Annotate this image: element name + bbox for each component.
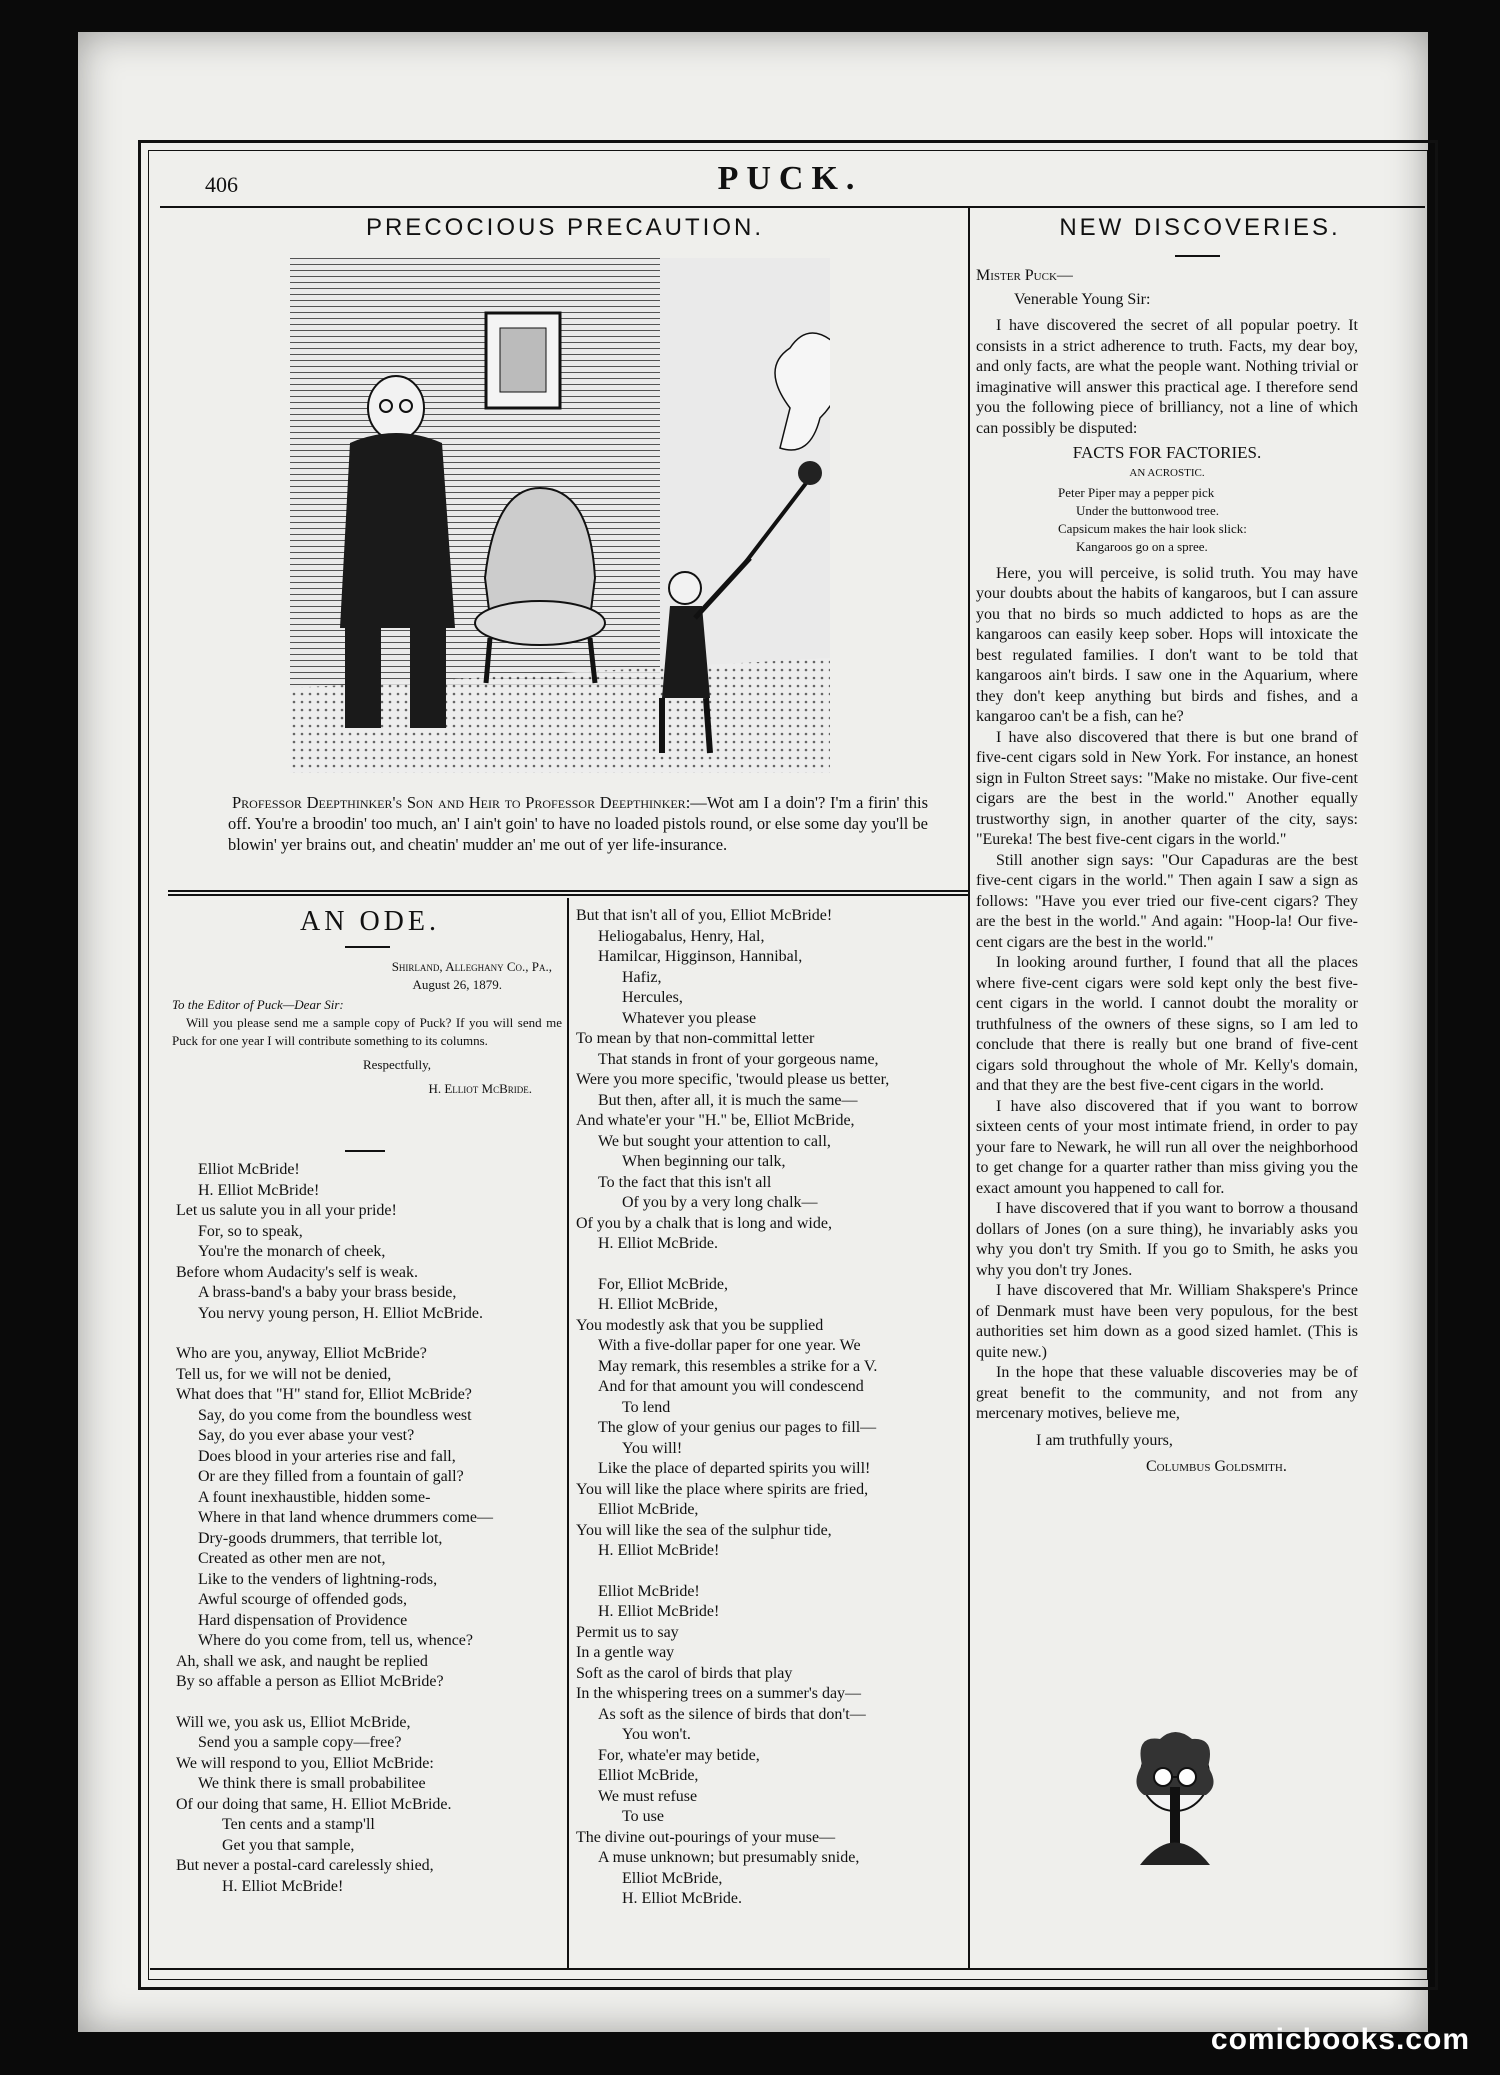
page-bottom-rule — [150, 1968, 1430, 1970]
poem-line: Will we, you ask us, Elliot McBride, — [176, 1713, 411, 1731]
watermark: comicbooks.com — [1210, 2023, 1470, 2056]
poem-line: May remark, this resembles a strike for a V. — [598, 1357, 878, 1375]
poem-line: To lend — [622, 1398, 671, 1416]
poem-line: The divine out-pourings of your muse— — [576, 1828, 836, 1846]
poem-line: Say, do you ever abase your vest? — [198, 1427, 415, 1444]
poem-line: H. Elliot McBride. — [598, 1235, 718, 1252]
poem-line: Hercules, — [622, 989, 683, 1006]
acrostic-poem — [1058, 484, 1358, 556]
poem-line: But then, after all, it is much the same— — [598, 1091, 858, 1109]
discoveries-paragraph-1: I have discovered the secret of all popular poetry. It consists in a strict adherence to truth. Facts, my dear boy, and only facts, are what the people want. Nothing trivial or imaginative will answer this practical age. I therefore send you the following piece of brilliancy, not a line of which can possibly be disputed: — [976, 317, 1358, 437]
discoveries-body — [976, 266, 1358, 1478]
poem-line: Hamilcar, Higginson, Hannibal, — [598, 948, 803, 965]
poem-line: A brass-band's a baby your brass beside, — [198, 1284, 457, 1301]
ode-letter-closing: Respectfully, — [362, 1057, 432, 1072]
ode-poem-left — [176, 1160, 566, 1897]
poem-line: Ten cents and a stamp'll — [222, 1816, 375, 1833]
discoveries-paragraph-9: In the hope that these valuable discoveries may be of great benefit to the community, and not from any mercenary motives, believe me, — [976, 1364, 1358, 1422]
discoveries-title-rule — [1175, 255, 1220, 257]
poem-line: H. Elliot McBride! — [598, 1603, 720, 1620]
poem-line: That stands in front of your gorgeous name, — [598, 1050, 879, 1068]
author-portrait-vignette — [1120, 1725, 1230, 1875]
poem-line: With a five-dollar paper for one year. We — [598, 1337, 861, 1354]
poem-line: Awful scourge of offended gods, — [198, 1591, 408, 1608]
discoveries-paragraph-4: Still another sign says: "Our Capaduras are the best five-cent cigars in the world." Then again I saw a sign as follows: "Have you ever tried our five-cent cigars? They are the best in the world." And again: "Hoop-la! Our five-cent cigars are the best in the world." — [976, 851, 1358, 951]
ode-poem-right — [576, 906, 966, 1910]
poem-line: Heliogabalus, Henry, Hal, — [598, 927, 765, 945]
poem-line: H. Elliot McBride! — [222, 1877, 344, 1895]
poem-line: Like to the venders of lightning-rods, — [198, 1570, 438, 1588]
cartoon-illustration — [290, 258, 830, 773]
discoveries-paragraph-7: I have discovered that if you want to borrow a thousand dollars of Jones (on a sure thing), he invariably asks you why you don't try Smith. If you go to Smith, he asks you why you don't try Jones. — [976, 1200, 1358, 1279]
page-header — [160, 152, 1420, 204]
poem-line: A fount inexhaustible, hidden some- — [198, 1488, 431, 1506]
poem-line: Before whom Audacity's self is weak. — [176, 1263, 418, 1281]
cartoon-caption — [228, 792, 928, 855]
cartoon-title: PRECOCIOUS PRECAUTION. — [365, 214, 765, 241]
discoveries-signature: Columbus Goldsmith. — [1146, 1458, 1287, 1475]
poem-line: For, whate'er may betide, — [598, 1746, 760, 1764]
ode-letter-signature: H. Elliot McBride. — [428, 1081, 532, 1096]
ode-title-rule — [345, 946, 390, 948]
ode-title: AN ODE. — [300, 906, 440, 937]
poem-line: We but sought your attention to call, — [598, 1132, 831, 1150]
poem-line: Ah, shall we ask, and naught be replied — [176, 1652, 428, 1670]
stanza-break — [176, 1693, 566, 1713]
cartoon-bottom-rule-2 — [168, 894, 968, 896]
poem-line: You will like the sea of the sulphur tide, — [576, 1521, 832, 1539]
discoveries-paragraph-2: Here, you will perceive, is solid truth. You may have your doubts about the habits of kangaroos, but I can assure you that no birds so much addicted to hops as are the kangaroos can easily keep sober. Hops will intoxicate the best regulated families. I don't want to be told that kangaroos ain't birds. I saw one in the Aquarium, where they don't keep anything but birds and fishes, and a kangaroo can't be a fish, can he? — [976, 564, 1358, 725]
caption-text: —Wot am I a doin'? I'm a firin' this off. You're a broodin' too much, an' I ain't goin' to have no loaded pistols round, or else some day you'll be blowin' yer brains out, and cheatin' mudder an' me out of yer life-insurance. — [228, 793, 928, 854]
poem-line: A muse unknown; but presumably snide, — [598, 1849, 860, 1866]
stanza-break — [576, 1255, 966, 1275]
discoveries-title: NEW DISCOVERIES. — [1059, 214, 1341, 241]
poem-line: Say, do you come from the boundless west — [198, 1406, 472, 1424]
poem-line: By so affable a person as Elliot McBride? — [176, 1673, 444, 1690]
poem-line: What does that "H" stand for, Elliot McBride? — [176, 1386, 472, 1403]
poem-line: And whate'er your "H." be, Elliot McBride, — [576, 1112, 855, 1129]
ode-dateline-1: Shirland, Alleghany Co., Pa., — [391, 959, 552, 974]
poem-line: You won't. — [622, 1726, 691, 1743]
poem-line: Elliot McBride, — [622, 1869, 723, 1887]
poem-line: We think there is small probabilitee — [198, 1775, 426, 1792]
poem-line: To the fact that this isn't all — [598, 1173, 772, 1191]
poem-line: H. Elliot McBride. — [622, 1890, 742, 1907]
poem-line: In a gentle way — [576, 1644, 675, 1661]
poem-line: Were you more specific, 'twould please us better, — [576, 1071, 890, 1088]
poem-line: You nervy young person, H. Elliot McBride. — [198, 1304, 484, 1322]
discoveries-paragraph-8: I have discovered that Mr. William Shakspere's Prince of Denmark must have been very populous, for the best authorities set him down as a good sized hamlet. (This is quite new.) — [976, 1282, 1358, 1361]
poem-line: Where in that land whence drummers come— — [198, 1509, 493, 1526]
poem-line: Send you a sample copy—free? — [198, 1734, 402, 1751]
column-divider — [968, 208, 970, 1968]
ode-dateline-2: August 26, 1879. — [412, 977, 502, 992]
poem-line: Does blood in your arteries rise and fall, — [198, 1447, 456, 1465]
poem-line: In the whispering trees on a summer's day— — [576, 1685, 862, 1702]
poem-line: Dry-goods drummers, that terrible lot, — [198, 1529, 443, 1547]
poem-line: You will like the place where spirits are fried, — [576, 1480, 869, 1498]
ode-column-divider — [567, 898, 569, 1968]
poem-line: H. Elliot McBride, — [598, 1296, 718, 1313]
discoveries-paragraph-3: I have also discovered that there is but one brand of five-cent cigars sold in New York. For instance, an honest sign in Fulton Street says: "Make no mistake. Our five-cent cigars are the best in the world." Another equally trustworthy sign, in another quarter of the city, says: "Eureka! The best five-cent cigars in the world." — [976, 728, 1358, 848]
poem-line: The glow of your genius our pages to fill— — [598, 1419, 877, 1436]
poem-line: Like the place of departed spirits you will! — [598, 1460, 871, 1477]
stanza-break — [176, 1324, 566, 1344]
ode-letter-body: Will you please send me a sample copy of Puck? If you will send me Puck for one year I will contribute something to its columns. — [172, 1015, 562, 1048]
poem-line: Get you that sample, — [222, 1836, 355, 1854]
acrostic-title: FACTS FOR FACTORIES. — [1072, 443, 1262, 462]
poem-line: Of you by a very long chalk— — [622, 1194, 818, 1211]
acrostic-line: Peter Piper may a pepper pick — [1058, 484, 1215, 500]
poem-line: But that isn't all of you, Elliot McBride! — [576, 907, 833, 924]
poem-line: Elliot McBride! — [598, 1582, 700, 1600]
ode-letter — [172, 958, 562, 1098]
poem-line: H. Elliot McBride! — [598, 1542, 720, 1559]
poem-line: We will respond to you, Elliot McBride: — [176, 1754, 434, 1772]
discoveries-paragraph-5: In looking around further, I found that all the places where five-cent cigars were sold kept only the best five-cent cigars in the world. I cannot doubt the morality or truthfulness of the owners of these signs, so I am led to conclude that there is really but one brand of five-cent cigars sold throughout the whole of Mr. Kelly's domain, and that they are the best five-cent cigars in the world. — [976, 954, 1358, 1094]
poem-line: Created as other men are not, — [198, 1550, 386, 1567]
caption-speaker: Professor Deepthinker's Son and Heir to Professor Deepthinker: — [232, 793, 691, 812]
poem-line: To mean by that non-committal letter — [576, 1030, 815, 1047]
poem-line: Soft as the carol of birds that play — [576, 1664, 793, 1682]
ode-letter-rule — [345, 1150, 385, 1152]
acrostic-line: Kangaroos go on a spree. — [1076, 538, 1208, 554]
poem-line: Who are you, anyway, Elliot McBride? — [176, 1345, 427, 1362]
poem-line: Hafiz, — [622, 968, 662, 986]
poem-line: Whatever you please — [622, 1009, 757, 1027]
discoveries-salutation-2: Venerable Young Sir: — [1014, 290, 1151, 308]
discoveries-paragraph-6: I have also discovered that if you want to borrow sixteen cents of your most intimate friend, in order to pay your fare to Newark, he will run all over the neighborhood to get change for a quarter rather than miss giving you the exact amount you happened to call for. — [976, 1097, 1358, 1197]
acrostic-line: Under the buttonwood tree. — [1076, 502, 1219, 518]
poem-line: To use — [622, 1808, 664, 1825]
poem-line: Hard dispensation of Providence — [198, 1611, 408, 1629]
poem-line: We must refuse — [598, 1787, 698, 1805]
poem-line: You will! — [622, 1439, 683, 1457]
page-number: 406 — [205, 172, 238, 197]
masthead: PUCK. — [717, 160, 863, 197]
poem-line: Elliot McBride! — [198, 1161, 300, 1178]
poem-line: When beginning our talk, — [622, 1153, 786, 1170]
poem-line: Permit us to say — [576, 1623, 679, 1641]
poem-line: Elliot McBride, — [598, 1501, 699, 1518]
poem-line: You're the monarch of cheek, — [198, 1243, 386, 1260]
poem-line: H. Elliot McBride! — [198, 1181, 320, 1199]
poem-line: Of our doing that same, H. Elliot McBride. — [176, 1795, 452, 1813]
poem-line: But never a postal-card carelessly shied, — [176, 1857, 434, 1874]
acrostic-subtitle: AN ACROSTIC. — [1129, 466, 1205, 479]
poem-line: Of you by a chalk that is long and wide, — [576, 1214, 832, 1232]
poem-line: Tell us, for we will not be denied, — [176, 1365, 392, 1383]
acrostic-line: Capsicum makes the hair look slick: — [1058, 520, 1247, 536]
poem-line: You modestly ask that you be supplied — [576, 1316, 824, 1334]
poem-line: As soft as the silence of birds that don't— — [598, 1705, 866, 1723]
poem-line: Elliot McBride, — [598, 1767, 699, 1784]
poem-line: Let us salute you in all your pride! — [176, 1202, 397, 1219]
discoveries-closing: I am truthfully yours, — [1036, 1431, 1173, 1449]
poem-line: Or are they filled from a fountain of gall? — [198, 1468, 464, 1485]
poem-line: And for that amount you will condescend — [598, 1378, 864, 1395]
stanza-break — [576, 1562, 966, 1582]
ode-letter-salutation: To the Editor of Puck—Dear Sir: — [172, 997, 344, 1012]
header-rule — [160, 206, 1425, 208]
poem-line: For, so to speak, — [198, 1222, 303, 1240]
poem-line: Where do you come from, tell us, whence? — [198, 1632, 474, 1649]
discoveries-salutation-1: Mister Puck— — [976, 267, 1073, 284]
poem-line: For, Elliot McBride, — [598, 1275, 729, 1293]
cartoon-bottom-rule — [168, 890, 968, 892]
